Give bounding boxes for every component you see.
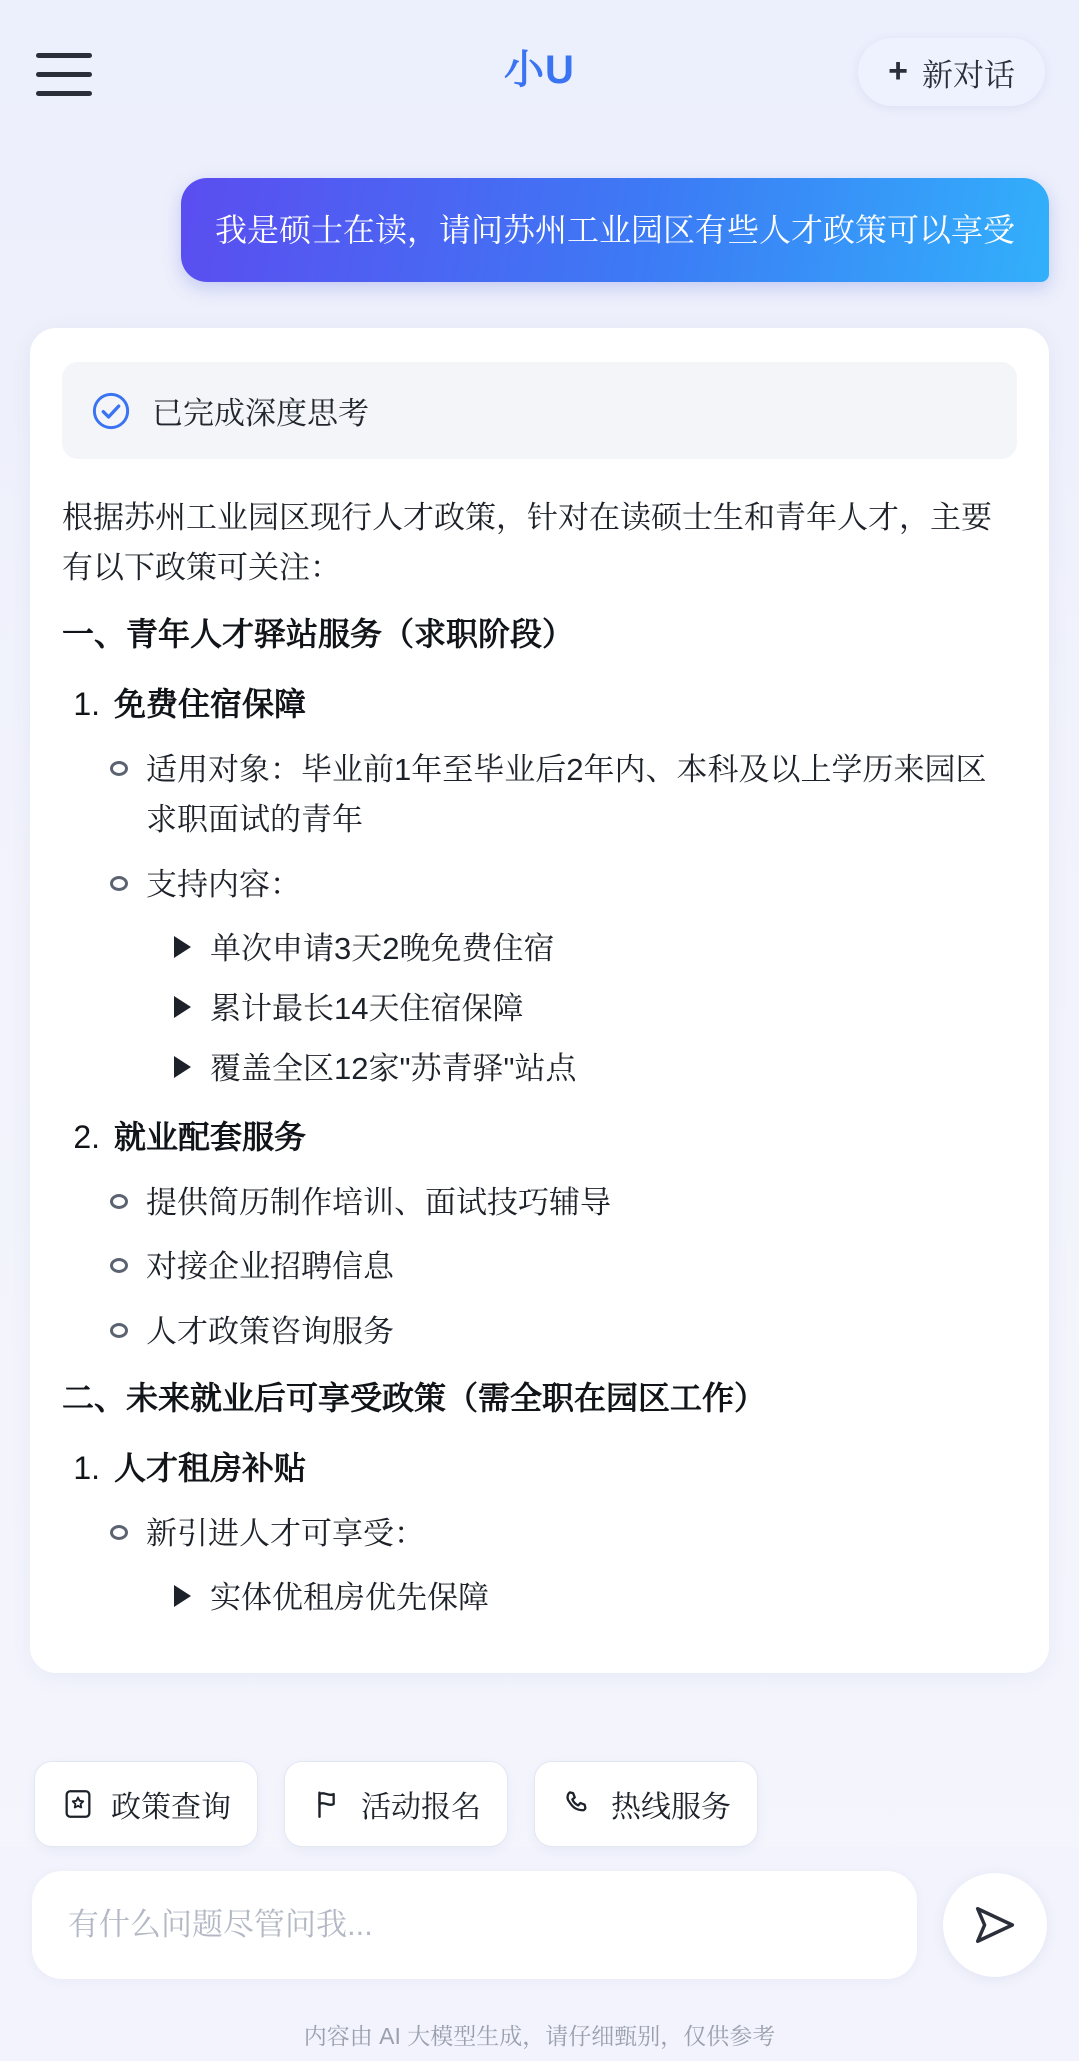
- list-number: 2.: [73, 1119, 100, 1156]
- triangle-bullet-icon: [174, 936, 196, 958]
- bullet-dot-icon: [110, 1258, 128, 1273]
- message-input-wrapper[interactable]: [32, 1871, 917, 1979]
- sub-bullet-item: [174, 1044, 1017, 1094]
- user-message-row: [30, 178, 1049, 282]
- bullet-dot-icon: [110, 1525, 128, 1540]
- bullet-text: 支持内容：: [146, 866, 301, 902]
- new-chat-label: 新对话: [922, 57, 1015, 93]
- bullet-text: 提供简历制作培训、面试技巧辅导: [146, 1185, 611, 1221]
- new-chat-button[interactable]: [858, 38, 1045, 106]
- bullet-item: [110, 745, 1017, 845]
- sub-bullet-text: 覆盖全区12家"苏青驿"站点: [210, 1051, 577, 1087]
- app-title: 小U: [504, 48, 575, 92]
- quick-action-event-signup[interactable]: [284, 1761, 508, 1847]
- policy-search-icon: [61, 1787, 95, 1821]
- quick-action-label: 政策查询: [111, 1791, 231, 1824]
- list-title: 就业配套服务: [114, 1119, 307, 1156]
- list-title: 人才租房补贴: [114, 1449, 307, 1486]
- bullet-item: [110, 860, 1017, 910]
- ordered-list-item: [62, 1443, 1017, 1495]
- list-number: 1.: [73, 686, 100, 723]
- menu-line: [36, 53, 92, 58]
- flag-icon: [311, 1787, 345, 1821]
- quick-action-hotline[interactable]: [534, 1761, 758, 1847]
- quick-action-policy-search[interactable]: [34, 1761, 258, 1847]
- menu-line: [36, 91, 92, 96]
- triangle-bullet-icon: [174, 1585, 196, 1607]
- assistant-markdown-body: [62, 493, 1017, 1623]
- sub-bullet-text: 实体优租房优先保障: [210, 1579, 489, 1615]
- bullet-dot-icon: [110, 1194, 128, 1209]
- quick-action-label: 活动报名: [361, 1791, 481, 1824]
- section-heading: 二、未来就业后可享受政策（需全职在园区工作）: [62, 1379, 767, 1416]
- send-icon: [969, 1899, 1021, 1951]
- bullet-item: [110, 1307, 1017, 1357]
- bullet-text: 人才政策咨询服务: [146, 1313, 394, 1349]
- app-header: [0, 0, 1079, 148]
- phone-icon: [561, 1787, 595, 1821]
- composer-bar: [0, 1847, 1079, 2061]
- section-heading: 一、青年人才驿站服务（求职阶段）: [62, 616, 575, 653]
- bullet-text: 新引进人才可享受：: [146, 1515, 425, 1551]
- triangle-bullet-icon: [174, 1056, 196, 1078]
- list-title: 免费住宿保障: [114, 686, 307, 723]
- chat-scroll-area[interactable]: [0, 148, 1079, 1731]
- sub-bullet-item: [174, 924, 1017, 974]
- sub-bullet-item: [174, 1573, 1017, 1623]
- assistant-message-card: [30, 328, 1049, 1673]
- ai-disclaimer: 内容由 AI 大模型生成，请仔细甄别，仅供参考: [303, 2023, 776, 2049]
- bullet-dot-icon: [110, 876, 128, 891]
- bullet-item: [110, 1509, 1017, 1559]
- ordered-list-item: [62, 679, 1017, 731]
- assistant-intro: 根据苏州工业园区现行人才政策，针对在读硕士生和青年人才，主要有以下政策可关注：: [62, 500, 992, 586]
- bullet-item: [110, 1178, 1017, 1228]
- deep-thinking-label: 已完成深度思考: [152, 396, 369, 431]
- deep-thinking-banner[interactable]: [62, 362, 1017, 459]
- bullet-dot-icon: [110, 761, 128, 776]
- sub-bullet-item: [174, 984, 1017, 1034]
- sub-bullet-text: 累计最长14天住宿保障: [210, 990, 524, 1026]
- bullet-item: [110, 1242, 1017, 1292]
- menu-line: [36, 72, 92, 77]
- triangle-bullet-icon: [174, 996, 196, 1018]
- quick-action-label: 热线服务: [611, 1791, 731, 1824]
- quick-actions-bar: [0, 1761, 1079, 1847]
- message-input[interactable]: [66, 1906, 883, 1944]
- bullet-dot-icon: [110, 1323, 128, 1338]
- bullet-text: 对接企业招聘信息: [146, 1249, 394, 1285]
- send-button[interactable]: [943, 1873, 1047, 1977]
- ordered-list-item: [62, 1112, 1017, 1164]
- list-number: 1.: [73, 1449, 100, 1486]
- user-message-bubble: 我是硕士在读，请问苏州工业园区有些人才政策可以享受: [181, 178, 1049, 282]
- check-circle-icon: [90, 390, 132, 432]
- bullet-text: 适用对象：毕业前1年至毕业后2年内、本科及以上学历来园区求职面试的青年: [146, 752, 987, 838]
- plus-icon: +: [888, 51, 908, 90]
- sub-bullet-text: 单次申请3天2晚免费住宿: [210, 930, 555, 966]
- hamburger-menu-icon[interactable]: [36, 45, 100, 103]
